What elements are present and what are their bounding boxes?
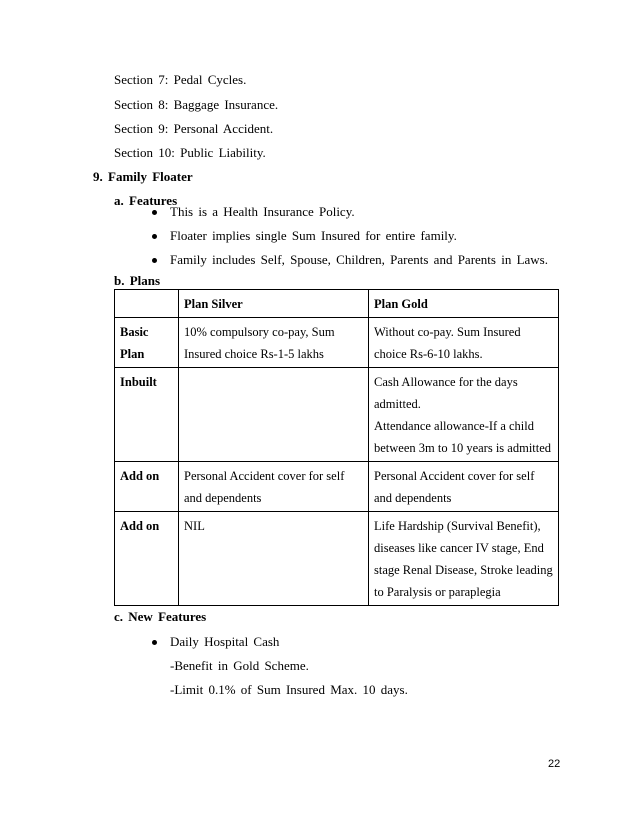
table-row	[115, 368, 559, 462]
bullet-icon	[152, 234, 157, 239]
table-header-cell	[115, 290, 179, 318]
plans-table	[114, 289, 559, 606]
cell-line: NIL	[184, 519, 205, 533]
cell-line: between 3m to 10 years is admitted	[374, 441, 552, 455]
cell-line: Personal Accident cover for self	[374, 469, 535, 483]
silver-cell	[179, 512, 369, 606]
gold-cell	[369, 368, 559, 462]
cell-line: Without co-pay. Sum Insured	[374, 325, 521, 339]
feature-item: Family includes Self, Spouse, Children, Parents and Parents in Laws.	[170, 252, 548, 267]
cell-line: 10% compulsory co-pay, Sum	[184, 325, 335, 339]
silver-cell	[179, 462, 369, 512]
cell-line: Add on	[120, 469, 160, 483]
bullet-icon	[152, 210, 157, 215]
cell-line: Life Hardship (Survival Benefit),	[374, 519, 541, 533]
gold-cell	[369, 512, 559, 606]
cell-line: Inbuilt	[120, 375, 157, 389]
table-row	[115, 512, 559, 606]
cell-line: stage Renal Disease, Stroke leading	[374, 563, 553, 577]
section-8-text: Section 8: Baggage Insurance.	[114, 97, 279, 112]
gold-cell	[369, 318, 559, 368]
cell-line: Attendance allowance-If a child	[374, 419, 534, 433]
row-label-cell	[115, 318, 179, 368]
section-10-text: Section 10: Public Liability.	[114, 145, 266, 160]
cell-line: and dependents	[184, 491, 262, 505]
cell-line: to Paralysis or paraplegia	[374, 585, 501, 599]
page-number: 22	[548, 758, 561, 770]
new-feature-sub-line: -Limit 0.1% of Sum Insured Max. 10 days.	[170, 682, 408, 697]
row-label-cell	[115, 512, 179, 606]
row-label-cell	[115, 368, 179, 462]
silver-cell	[179, 318, 369, 368]
bullet-icon	[152, 640, 157, 645]
new-feature-item: Daily Hospital Cash	[170, 634, 280, 649]
plans-heading: b. Plans	[114, 273, 161, 288]
new-feature-sub-line: -Benefit in Gold Scheme.	[170, 658, 309, 673]
cell-line: choice Rs-6-10 lakhs.	[374, 347, 483, 361]
table-row	[115, 318, 559, 368]
cell-line: admitted.	[374, 397, 421, 411]
table-header-row	[115, 290, 559, 318]
cell-line: diseases like cancer IV stage, End	[374, 541, 544, 555]
cell-line: Plan	[120, 347, 145, 361]
cell-line: and dependents	[374, 491, 452, 505]
cell-line: Insured choice Rs-1-5 lakhs	[184, 347, 324, 361]
cell-line: Personal Accident cover for self	[184, 469, 345, 483]
silver-cell	[179, 368, 369, 462]
cell-line: Basic	[120, 325, 149, 339]
cell-line: Cash Allowance for the days	[374, 375, 518, 389]
bullet-icon	[152, 258, 157, 263]
family-floater-heading: 9. Family Floater	[93, 169, 193, 184]
gold-cell	[369, 462, 559, 512]
feature-item: This is a Health Insurance Policy.	[170, 204, 355, 219]
row-label-cell	[115, 462, 179, 512]
section-7-text: Section 7: Pedal Cycles.	[114, 72, 247, 87]
features-heading: a. Features	[114, 193, 178, 208]
new-features-heading: c. New Features	[114, 609, 207, 624]
section-9-text: Section 9: Personal Accident.	[114, 121, 274, 136]
cell-line: Add on	[120, 519, 160, 533]
table-header-cell: Plan Gold	[369, 290, 559, 318]
table-row	[115, 462, 559, 512]
table-header-cell: Plan Silver	[179, 290, 369, 318]
feature-item: Floater implies single Sum Insured for entire family.	[170, 228, 457, 243]
